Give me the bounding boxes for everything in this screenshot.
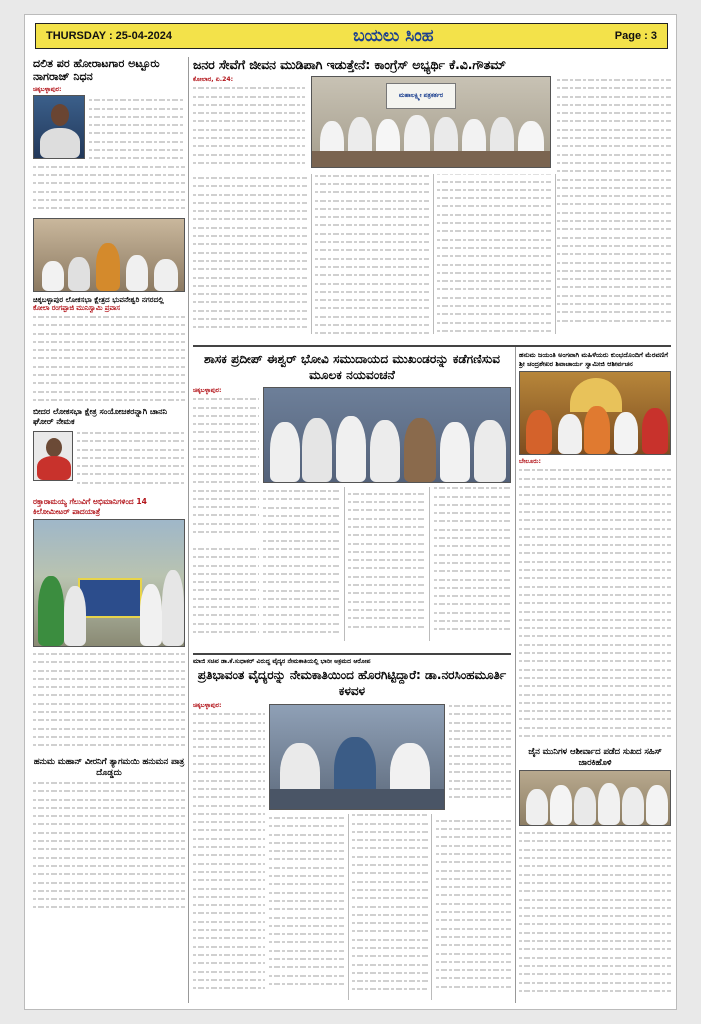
left-story3-headline: ಬೀದರ ಲೋಕಸಭಾ ಕ್ಷೇತ್ರ ಸಂಯೋಜಕರನ್ನಾಗಿ ಚಾನನಿ ಘೋರ್ ನೇಮಕ <box>33 407 168 426</box>
middle-story <box>193 351 511 651</box>
bottom-story-kicker: ಮಾಜಿ ಸಚಿವ ಡಾ.ಕೆ.ಸುಧಾಕರ್ ವಿರುದ್ಧ ವೈದ್ಯರ ನೇಮಕಾತಿಯಲ್ಲಿ ಭಾರೀ ಅಕ್ರಮದ ಆರೋಪ <box>193 658 371 665</box>
bhovi-leaders-photo <box>263 387 511 483</box>
bottom-story-dateline: ಚಿಕ್ಕಬಳ್ಳಾಪುರ: <box>193 702 222 709</box>
left-column <box>33 57 185 1003</box>
left-story5-headline: ಹನುಮ ಮಹಾನ್ ವೀರನಿಗೆ ತ್ಯಾಗಮಯಿ ಹನುಮನ ಪಾತ್ರ ದೊಡ್ಡದು <box>33 756 185 777</box>
page-number: Page : 3 <box>614 30 657 42</box>
obituary-portrait <box>33 95 85 159</box>
right-column <box>519 351 671 1003</box>
middle-story-headline: ಶಾಸಕ ಪ್ರದೀಪ್ ಈಶ್ವರ್ ಭೋವಿ ಸಮುದಾಯದ ಮುಖಂಡರನ್ನು ಕಡೆಗಣಿಸುವ ಮೂಲಕ ನಯವಂಚನೆ <box>203 352 501 382</box>
bottom-story-headline: ಪ್ರತಿಭಾವಂತ ವೈದ್ಯರನ್ನು ನೇಮಕಾತಿಯಿಂದ ಹೊರಗಿಟ್ಟಿದ್ದಾರೆ: ಡಾ.ನರಸಿಂಹಮೂರ್ತಿ ಕಳವಳ <box>197 668 507 698</box>
left-story4-caption: ರಕ್ತಾರಾಮಯ್ಯ ಗೆಲುವಿಗೆ ಅಭಿಮಾನಿಗಳಿಂದ 14 ಕಿಲೋಮೀಟರ್ ಪಾದಯಾತ್ರೆ <box>33 497 147 516</box>
swamiji-procession-photo <box>519 371 671 455</box>
left-story1-headline: ದಲಿತ ಪರ ಹೋರಾಟಗಾರ ಅಟ್ಟೂರು ನಾಗರಾಜ್ ನಿಧನ <box>33 57 160 83</box>
top-story-dateline: ಕೋಲಾರ, ಏ.24: <box>193 76 234 83</box>
middle-story-dateline: ಚಿಕ್ಕಬಳ್ಳಾಪುರ: <box>193 387 222 394</box>
right-story1-dateline: ಬೇಲೂರು: <box>519 458 541 466</box>
issue-date: THURSDAY : 25-04-2024 <box>46 30 172 42</box>
right-story2-headline: ಜೈನ ಮುನಿಗಳ ಆಶೀರ್ವಾದ ಪಡೆದ ಸುಖದ ಸಹಿಸ್ ಜಾರಕಿಹೊಳಿ <box>528 746 662 767</box>
padayatra-photo <box>33 519 185 647</box>
bottom-story <box>193 657 511 1005</box>
doctors-press-photo <box>269 704 445 810</box>
right-story1-headline: ಹನುಮ ಜಯಂತಿ ಅಂಗವಾಗಿ ಮಹಿಳೆಯರು ಕುಂಭದೊಂದಿಗೆ ಮೆರವಣಿಗೆ ಶ್ರೀ ಚಂದ್ರಶೇಖರ ಶಿವಾಚಾರ್ಯ ಸ್ವಾಮೀಜಿ ಆಶೀರ್ವಚನ <box>519 351 669 368</box>
banner-text: ಮಹಾಲಕ್ಷ್ಮೀ ಪತ್ರಕರ್ತರ <box>386 83 456 109</box>
newspaper-page <box>24 14 677 1010</box>
newspaper-title: ಬಯಲು ಸಿಂಹ <box>353 26 434 46</box>
masthead <box>35 23 668 49</box>
left-story1-dateline: ಚಿಕ್ಕಬಳ್ಳಾಪುರ: <box>33 86 62 93</box>
press-conference-photo <box>311 76 551 168</box>
top-story <box>193 57 671 343</box>
jain-munis-photo <box>519 770 671 826</box>
left-story2-subhead: ಕೋಲಾ ರಂಗಪ್ಪಾಜಿ ಮುನಿಸ್ವಾಮಿ ಪ್ರವಾಸ <box>33 304 120 312</box>
top-story-headline: ಜನರ ಸೇವೆಗೆ ಜೀವನ ಮುಡಿಪಾಗಿ ಇಡುತ್ತೇನೆ: ಕಾಂಗ್ರೆಸ್ ಅಭ್ಯರ್ಥಿ ಕೆ.ವಿ.ಗೌತಮ್ <box>193 58 506 72</box>
left-story2-headline: ಚಿಕ್ಕಬಳ್ಳಾಪುರ ಲೋಕಸಭಾ ಕ್ಷೇತ್ರದ ಭುವನೇಶ್ವರಿ ನಗರದಲ್ಲಿ <box>33 295 164 304</box>
left-story1-body <box>33 86 185 216</box>
appointee-portrait <box>33 431 73 481</box>
event-photo-stage <box>33 218 185 292</box>
